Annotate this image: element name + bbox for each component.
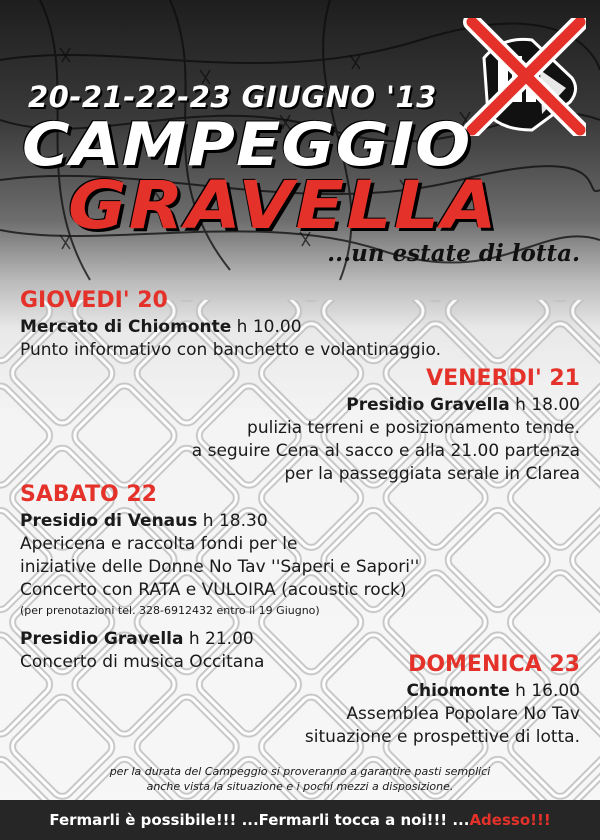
event-place: Chiomonte [406, 681, 510, 701]
day-title: VENERDI' 21 [426, 366, 580, 391]
event-time: h 18.00 [515, 395, 580, 415]
event-description: pulizia terreni e posizionamento tende. [247, 418, 580, 438]
event-place: Presidio Gravella [346, 395, 510, 415]
event-description: per la passeggiata serale in Clarea [284, 464, 580, 484]
event-description: Concerto di musica Occitana [20, 652, 265, 672]
event-time: h 10.00 [236, 317, 302, 337]
event-description: Punto informativo con banchetto e volantinaggio. [20, 340, 442, 360]
event-description: Concerto con RATA e VULOIRA (acoustic rock) [20, 580, 407, 600]
event-time: h 18.30 [202, 511, 268, 531]
event-description: a seguire Cena al sacco e alla 21.00 partenza [191, 441, 580, 461]
no-tav-logo [462, 18, 586, 136]
meals-note [0, 764, 600, 794]
slogan-bar [0, 800, 600, 840]
event-description: Apericena e raccolta fondi per le [20, 534, 298, 554]
title-campeggio: CAMPEGGIO [22, 110, 472, 180]
day-sunday [305, 652, 580, 749]
event-dates: 20-21-22-23 GIUGNO '13 [28, 80, 437, 114]
event-place: Presidio di Venaus [20, 511, 198, 531]
meals-note-line: anche vista la situazione e i pochi mezzi a disposizione. [146, 780, 454, 793]
title-gravella: GRAVELLA [68, 167, 499, 244]
event-description: iniziative delle Donne No Tav ''Saperi e Sapori'' [20, 557, 420, 577]
slogan-text: Fermarli è possibile!!! ...Fermarli tocca a noi!!! ... [49, 811, 470, 829]
meals-note-line: per la durata del Campeggio si proveranno a garantire pasti semplici [109, 765, 491, 778]
day-friday [192, 366, 580, 486]
day-title: DOMENICA 23 [408, 652, 580, 677]
day-title: GIOVEDI' 20 [20, 288, 168, 313]
tagline: ...un estate di lotta. [327, 240, 580, 267]
day-saturday [20, 482, 419, 674]
event-time: h 21.00 [188, 629, 254, 649]
booking-note: (per prenotazioni tel. 328-6912432 entro il 19 Giugno) [20, 604, 320, 617]
event-place: Presidio Gravella [20, 629, 184, 649]
event-description: Assemblea Popolare No Tav [346, 704, 580, 724]
day-thursday [20, 288, 441, 362]
event-place: Mercato di Chiomonte [20, 317, 232, 337]
slogan-highlight: Adesso!!! [469, 811, 551, 829]
day-title: SABATO 22 [20, 482, 157, 507]
event-description: situazione e prospettive di lotta. [304, 727, 580, 747]
event-time: h 16.00 [515, 681, 580, 701]
